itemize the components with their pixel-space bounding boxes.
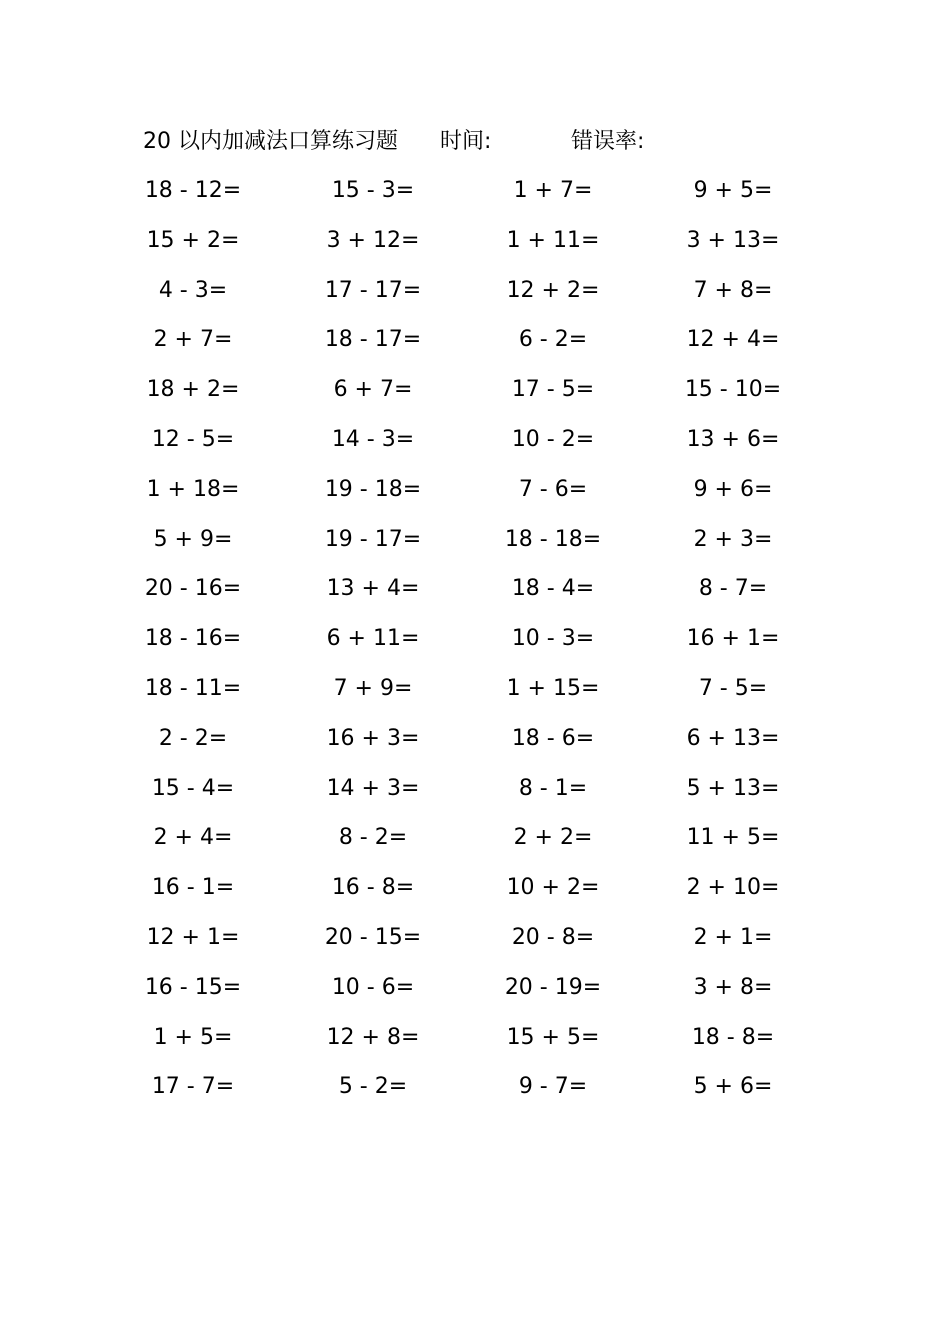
problem-item: 13 + 6= (686, 426, 780, 452)
problem-item: 10 - 2= (511, 426, 595, 452)
problem-row (0, 1068, 950, 1118)
problem-item: 20 - 16= (144, 576, 242, 602)
problem-item: 1 + 18= (146, 476, 240, 502)
problem-item: 20 - 8= (511, 924, 595, 950)
problem-item: 6 - 2= (518, 327, 588, 353)
problem-item: 3 + 13= (686, 227, 780, 253)
problem-item: 15 + 2= (146, 227, 240, 253)
problem-item: 8 - 7= (698, 576, 768, 602)
problem-item: 2 + 1= (693, 924, 773, 950)
error-rate-label: 错误率: (571, 129, 645, 154)
problem-item: 20 - 15= (324, 924, 422, 950)
problem-row (0, 1019, 950, 1069)
problem-item: 6 + 7= (333, 377, 413, 403)
problem-item: 7 - 5= (698, 675, 768, 701)
problem-item: 5 + 13= (686, 775, 780, 801)
problem-item: 18 + 2= (146, 377, 240, 403)
problem-item: 14 - 3= (331, 426, 415, 452)
problem-item: 18 - 12= (144, 178, 242, 203)
problem-item: 5 + 9= (153, 526, 233, 552)
problem-item: 16 + 1= (686, 626, 780, 652)
problem-row (0, 371, 950, 421)
problem-item: 18 - 18= (504, 526, 602, 552)
problem-row (0, 471, 950, 521)
problem-item: 4 - 3= (158, 277, 228, 303)
problem-item: 15 - 4= (151, 775, 235, 801)
problem-row (0, 272, 950, 322)
problem-item: 15 + 5= (506, 1024, 600, 1050)
problem-item: 5 - 2= (338, 1074, 408, 1100)
problem-item: 10 - 6= (331, 974, 415, 1000)
problem-item: 12 + 4= (686, 327, 780, 353)
worksheet-title: 20 以内加减法口算练习题 (143, 129, 398, 154)
problem-item: 18 - 11= (144, 675, 242, 701)
problem-item: 20 - 19= (504, 974, 602, 1000)
problem-item: 9 - 7= (518, 1074, 588, 1100)
problem-item: 2 + 4= (153, 825, 233, 851)
problem-item: 3 + 12= (326, 227, 420, 253)
problem-item: 19 - 18= (324, 476, 422, 502)
problem-item: 10 + 2= (506, 875, 600, 901)
problem-item: 9 + 5= (693, 178, 773, 203)
problem-item: 17 - 17= (324, 277, 422, 303)
problem-row (0, 869, 950, 919)
problem-item: 1 + 7= (513, 178, 593, 203)
problem-item: 2 + 10= (686, 875, 780, 901)
problem-item: 12 + 8= (326, 1024, 420, 1050)
problem-item: 18 - 8= (691, 1024, 775, 1050)
problem-item: 10 - 3= (511, 626, 595, 652)
problem-item: 1 + 5= (153, 1024, 233, 1050)
problem-item: 18 - 17= (324, 327, 422, 353)
problem-item: 6 + 11= (326, 626, 420, 652)
problem-item: 3 + 8= (693, 974, 773, 1000)
problem-row (0, 222, 950, 272)
worksheet-header (143, 124, 843, 160)
problem-item: 6 + 13= (686, 725, 780, 751)
problem-item: 18 - 16= (144, 626, 242, 652)
problem-item: 12 + 2= (506, 277, 600, 303)
problem-item: 1 + 15= (506, 675, 600, 701)
problem-row (0, 321, 950, 371)
problem-item: 12 + 1= (146, 924, 240, 950)
problem-item: 2 + 7= (153, 327, 233, 353)
problem-item: 16 - 15= (144, 974, 242, 1000)
problem-item: 13 + 4= (326, 576, 420, 602)
problem-item: 11 + 5= (686, 825, 780, 851)
problem-row (0, 521, 950, 571)
problem-item: 16 - 8= (331, 875, 415, 901)
problem-row (0, 670, 950, 720)
problem-row (0, 919, 950, 969)
problem-row (0, 421, 950, 471)
problem-item: 14 + 3= (326, 775, 420, 801)
problem-grid (0, 172, 950, 1118)
problem-item: 2 - 2= (158, 725, 228, 751)
problem-item: 12 - 5= (151, 426, 235, 452)
problem-item: 15 - 3= (331, 178, 415, 203)
problem-item: 19 - 17= (324, 526, 422, 552)
problem-row (0, 620, 950, 670)
problem-item: 1 + 11= (506, 227, 600, 253)
problem-row (0, 172, 950, 222)
problem-item: 15 - 10= (684, 377, 782, 403)
problem-row (0, 570, 950, 620)
problem-item: 17 - 5= (511, 377, 595, 403)
problem-item: 8 - 1= (518, 775, 588, 801)
problem-row (0, 770, 950, 820)
problem-item: 17 - 7= (151, 1074, 235, 1100)
problem-row (0, 819, 950, 869)
problem-item: 7 + 8= (693, 277, 773, 303)
problem-row (0, 720, 950, 770)
problem-item: 16 - 1= (151, 875, 235, 901)
time-label: 时间: (440, 129, 492, 154)
problem-item: 8 - 2= (338, 825, 408, 851)
problem-item: 9 + 6= (693, 476, 773, 502)
problem-item: 7 + 9= (333, 675, 413, 701)
problem-item: 18 - 4= (511, 576, 595, 602)
problem-item: 2 + 3= (693, 526, 773, 552)
problem-item: 16 + 3= (326, 725, 420, 751)
problem-item: 18 - 6= (511, 725, 595, 751)
problem-item: 5 + 6= (693, 1074, 773, 1100)
problem-row (0, 969, 950, 1019)
problem-item: 2 + 2= (513, 825, 593, 851)
problem-item: 7 - 6= (518, 476, 588, 502)
